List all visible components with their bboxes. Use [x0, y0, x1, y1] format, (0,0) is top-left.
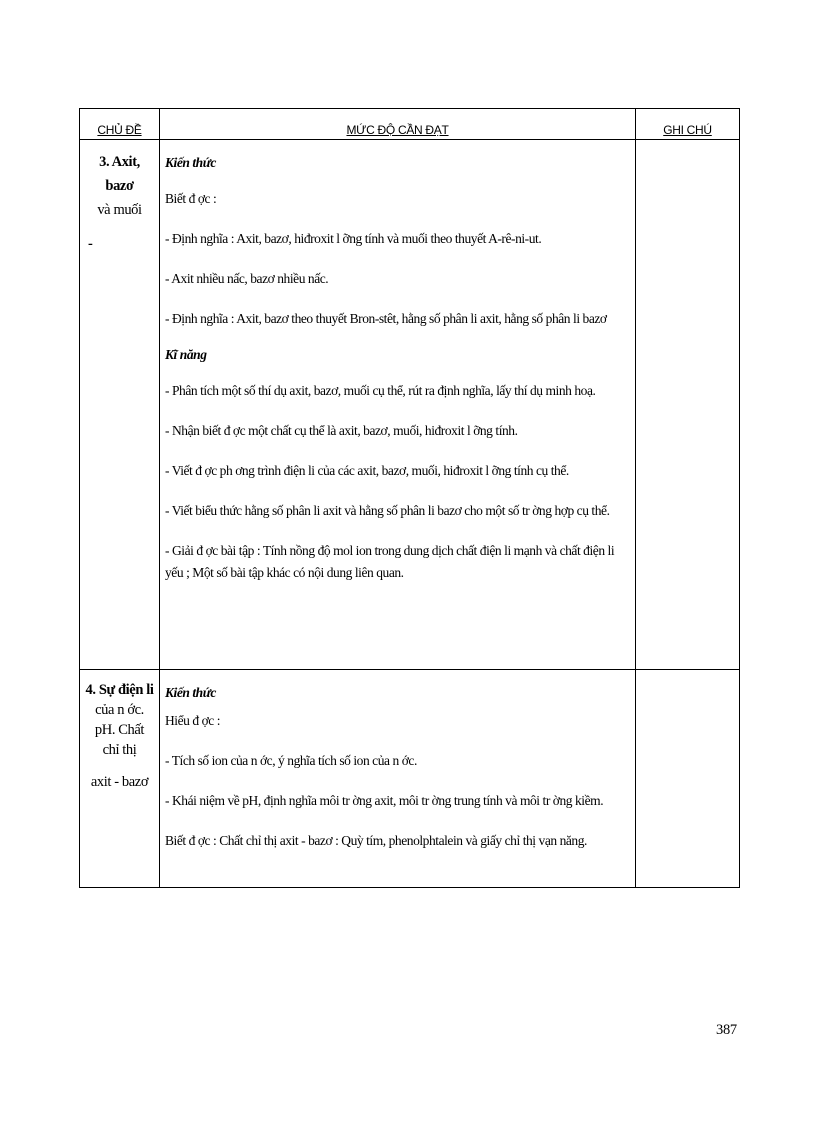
- knowledge-item: - Axit nhiều nấc, bazơ nhiều nấc.: [165, 271, 329, 286]
- curriculum-table: [79, 108, 740, 888]
- knowledge-heading: Kiến thức: [165, 685, 216, 700]
- knowledge-outro: Biết đ ợc : Chất chỉ thị axit - bazơ : Quỳ tím, phenolphtalein và giấy chỉ thị vạn năng.: [165, 833, 587, 848]
- topic-title-line: pH. Chất: [94, 722, 145, 738]
- table-row: [80, 670, 740, 888]
- skill-item: - Phân tích một số thí dụ axit, bazơ, muối cụ thể, rút ra định nghĩa, lấy thí dụ minh hoạ.: [165, 383, 596, 398]
- header-requirement-level: MỨC ĐỘ CẦN ĐẠT: [160, 109, 636, 140]
- knowledge-item: - Tích số ion của n ớc, ý nghĩa tích số ion của n ớc.: [165, 753, 417, 768]
- skill-item: - Nhận biết đ ợc một chất cụ thể là axit, bazơ, muối, hiđroxit l ỡng tính.: [165, 423, 518, 438]
- note-cell: [636, 670, 740, 888]
- knowledge-item: - Định nghĩa : Axit, bazơ, hiđroxit l ỡng tính và muối theo thuyết A-rê-ni-ut.: [165, 231, 542, 246]
- topic-cell: [80, 140, 160, 670]
- skill-item: - Viết đ ợc ph ơng trình điện li của các axit, bazơ, muối, hiđroxit l ỡng tính cụ thể.: [165, 463, 569, 478]
- skills-heading: Kĩ năng: [165, 347, 207, 362]
- topic-title-line: chỉ thị: [102, 742, 137, 758]
- table-header-row: [80, 109, 740, 140]
- requirement-cell: [160, 670, 636, 888]
- page-number: 387: [716, 1022, 737, 1038]
- skill-item: - Viết biểu thức hằng số phân li axit và hằng số phân li bazơ cho một số tr ờng hợp cụ thể.: [165, 503, 610, 518]
- header-topic: CHỦ ĐỀ: [80, 109, 160, 140]
- topic-cell: [80, 670, 160, 888]
- topic-title-line: và muối: [97, 202, 142, 218]
- knowledge-heading: Kiến thức: [165, 155, 216, 170]
- topic-title-line: của n ớc.: [95, 702, 144, 718]
- topic-title: 4. Sự điện li: [85, 682, 154, 698]
- note-cell: [636, 140, 740, 670]
- knowledge-item: - Khái niệm về pH, định nghĩa môi tr ờng axit, môi tr ờng trung tính và môi tr ờng kiềm.: [165, 793, 604, 808]
- table-row: [80, 140, 740, 670]
- knowledge-item: - Định nghĩa : Axit, bazơ theo thuyết Bron-stêt, hằng số phân li axit, hằng số phân li bazơ: [165, 311, 607, 326]
- knowledge-intro: Hiểu đ ợc :: [165, 713, 221, 728]
- topic-title-line: axit - bazơ: [90, 774, 149, 790]
- topic-mark: -: [88, 236, 93, 252]
- topic-title: 3. Axit, bazơ: [99, 154, 140, 194]
- skill-item: - Giải đ ợc bài tập : Tính nồng độ mol ion trong dung dịch chất điện li mạnh và chất điện li yếu ; Một số bài tập khác có nội dung liên quan.: [165, 543, 615, 580]
- header-notes: GHI CHÚ: [636, 109, 740, 140]
- requirement-cell: [160, 140, 636, 670]
- knowledge-intro: Biết đ ợc :: [165, 191, 217, 206]
